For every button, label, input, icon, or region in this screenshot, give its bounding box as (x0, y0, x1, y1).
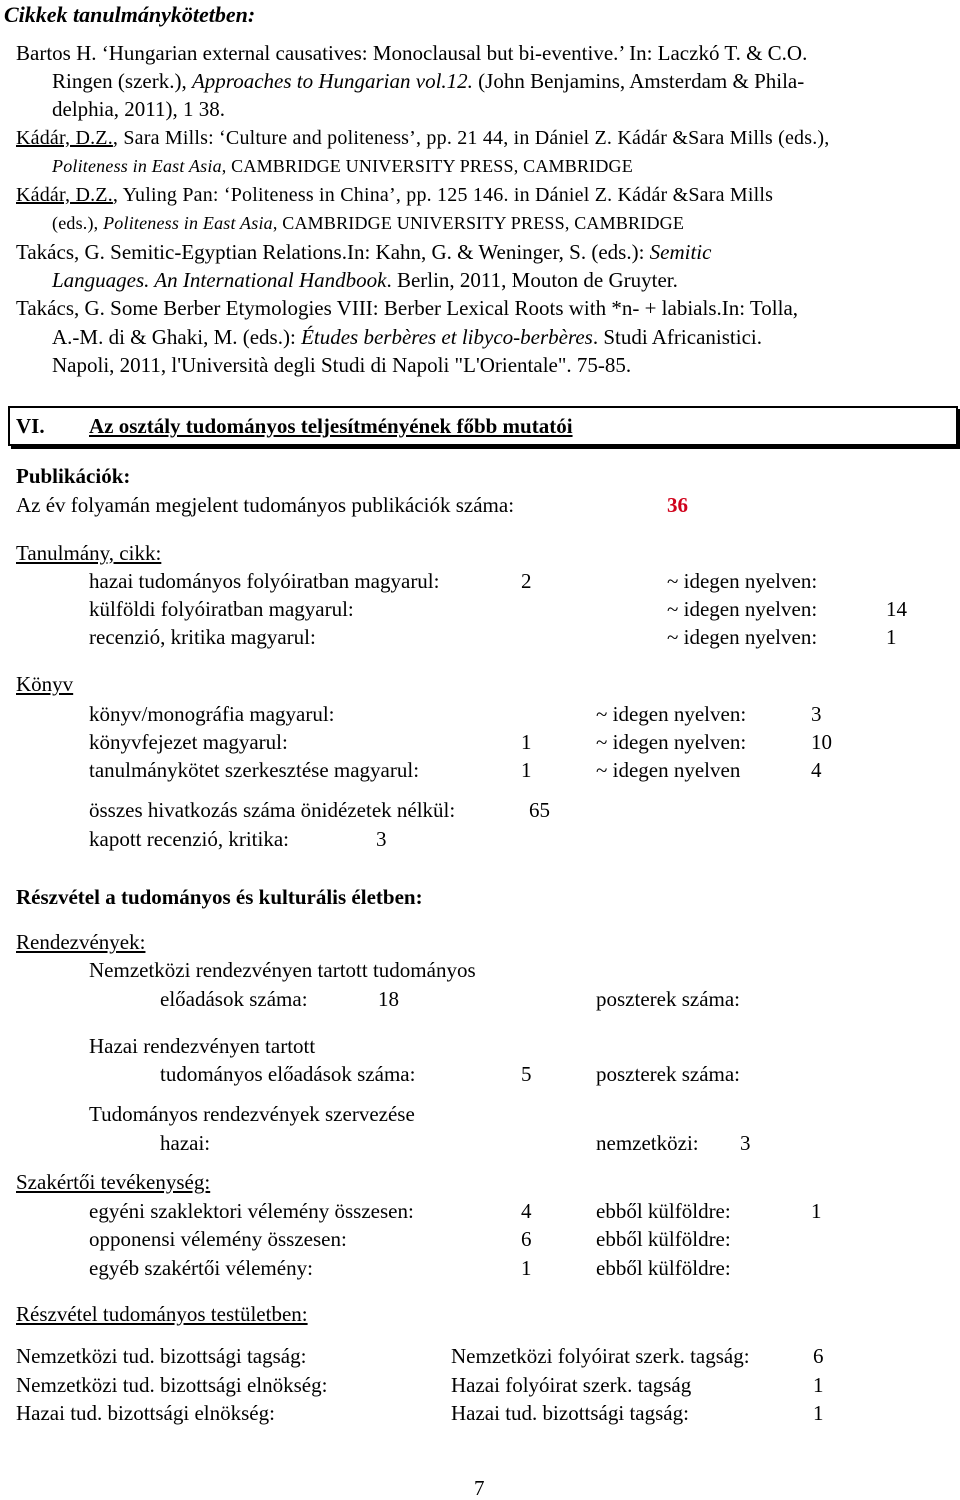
section-6-title: Az osztály tudományos teljesítményének főbb mutatói (89, 414, 573, 438)
tanulmany-row-2-label: külföldi folyóiratban magyarul: (89, 597, 354, 621)
publikaciok-heading: Publikációk: (16, 464, 131, 488)
rendezvenyek-heading: Rendezvények: (16, 930, 146, 954)
konyv-row-3-foreign-value: 4 (811, 758, 822, 782)
konyv-row-3-label: tanulmánykötet szerkesztése magyarul: (89, 758, 420, 782)
szakertoi-row-2-value: 6 (521, 1227, 532, 1251)
recenzio-label: kapott recenzió, kritika: (89, 827, 290, 851)
konyv-row-2-label: könyvfejezet magyarul: (89, 730, 288, 754)
reference-1-line-2: Ringen (szerk.), Approaches to Hungarian vol.12. (John Benjamins, Amsterdam & Phila- (52, 69, 805, 93)
testulet-row-3-right: Hazai tud. bizottsági tagság: (451, 1401, 689, 1425)
hazai-rendezveny-value: 5 (521, 1062, 532, 1086)
reference-4-line-2: Languages. An International Handbook. Berlin, 2011, Mouton de Gruyter. (52, 268, 678, 292)
testulet-row-2-right: Hazai folyóirat szerk. tagság (451, 1373, 692, 1397)
szervezes-hazai-label: hazai: (160, 1131, 211, 1155)
testulet-row-1-right: Nemzetközi folyóirat szerk. tagság: (451, 1344, 750, 1368)
reference-5-line-1: Takács, G. Some Berber Etymologies VIII: Berber Lexical Roots with *n- + labials.In: Tolla, (16, 296, 799, 320)
konyv-row-2-foreign-value: 10 (811, 730, 832, 754)
testulet-row-3-value: 1 (813, 1401, 824, 1425)
konyv-row-3-foreign-label: ~ idegen nyelven (596, 758, 741, 782)
nemzetkozi-rendezveny-value: 18 (378, 987, 399, 1011)
szakertoi-row-1-abroad-label: ebből külföldre: (596, 1199, 731, 1223)
reference-1-line-1: Bartos H. ‘Hungarian external causatives: Monoclausal but bi-eventive.’ In: Laczkó T. & C.O. (16, 41, 808, 65)
szervezes-nemzetkozi-label: nemzetközi: (596, 1131, 699, 1155)
reference-5-line-2: A.-M. di & Ghaki, M. (eds.): Études berbères et libyco-berbères. Studi Africanistici. (52, 325, 762, 349)
testulet-row-2-value: 1 (813, 1373, 824, 1397)
tanulmany-row-1-foreign-label: ~ idegen nyelven: (667, 569, 818, 593)
hazai-poszterek-label: poszterek száma: (596, 1062, 741, 1086)
tanulmany-heading: Tanulmány, cikk: (16, 541, 162, 565)
hivatkozas-value: 65 (529, 798, 550, 822)
konyv-row-1-foreign-label: ~ idegen nyelven: (596, 702, 747, 726)
reference-2-author: Kádár, D.Z. (16, 127, 113, 149)
tanulmany-row-2-foreign-value: 14 (886, 597, 907, 621)
konyv-row-2-value: 1 (521, 730, 532, 754)
szakertoi-row-3-label: egyéb szakértői vélemény: (89, 1256, 313, 1280)
szakertoi-row-1-label: egyéni szaklektori vélemény összesen: (89, 1199, 414, 1223)
reference-3-author: Kádár, D.Z. (16, 184, 113, 206)
tanulmany-row-3-foreign-value: 1 (886, 625, 897, 649)
nemzetkozi-poszterek-label: poszterek száma: (596, 987, 741, 1011)
section-title-cikkek: Cikkek tanulmánykötetben: (4, 2, 256, 27)
reference-3-line-1: Kádár, D.Z., Yuling Pan: ‘Politeness in China’, pp. 125 146. in Dániel Z. Kádár &Sara Mills (16, 184, 774, 206)
reference-2-line-2: Politeness in East Asia, CAMBRIDGE UNIVERSITY PRESS, CAMBRIDGE (52, 156, 633, 176)
reference-2-line-1: Kádár, D.Z., Sara Mills: ‘Culture and politeness’, pp. 21 44, in Dániel Z. Kádár &Sara Mills (eds.), (16, 127, 830, 149)
konyv-row-2-foreign-label: ~ idegen nyelven: (596, 730, 747, 754)
nemzetkozi-rendezveny-line-1: Nemzetközi rendezvényen tartott tudományos (89, 958, 476, 982)
testulet-row-1-value: 6 (813, 1344, 824, 1368)
testulet-heading: Részvétel tudományos testületben: (16, 1302, 308, 1326)
konyv-heading: Könyv (16, 672, 74, 696)
szakertoi-row-1-value: 4 (521, 1199, 532, 1223)
szakertoi-row-2-abroad-label: ebből külföldre: (596, 1227, 731, 1251)
section-6-number: VI. (16, 414, 45, 438)
tanulmany-row-2-foreign-label: ~ idegen nyelven: (667, 597, 818, 621)
nemzetkozi-rendezveny-line-2: előadások száma: (160, 987, 308, 1011)
szakertoi-row-2-label: opponensi vélemény összesen: (89, 1227, 347, 1251)
szakertoi-row-1-abroad-value: 1 (811, 1199, 822, 1223)
testulet-row-2-left: Nemzetközi tud. bizottsági elnökség: (16, 1373, 328, 1397)
szervezes-line-1: Tudományos rendezvények szervezése (89, 1102, 415, 1126)
szakertoi-heading: Szakértői tevékenység: (16, 1170, 211, 1194)
konyv-row-1-label: könyv/monográfia magyarul: (89, 702, 335, 726)
testulet-row-3-left: Hazai tud. bizottsági elnökség: (16, 1401, 275, 1425)
tanulmany-row-1-label: hazai tudományos folyóiratban magyarul: (89, 569, 440, 593)
szakertoi-row-3-abroad-label: ebből külföldre: (596, 1256, 731, 1280)
publikaciok-total-value: 36 (667, 493, 688, 517)
szervezes-nemzetkozi-value: 3 (740, 1131, 751, 1155)
konyv-row-1-foreign-value: 3 (811, 702, 822, 726)
publikaciok-total-label: Az év folyamán megjelent tudományos publikációk száma: (16, 493, 515, 517)
recenzio-value: 3 (376, 827, 387, 851)
tanulmany-row-1-value: 2 (521, 569, 532, 593)
hazai-rendezveny-line-1: Hazai rendezvényen tartott (89, 1034, 316, 1058)
page-number: 7 (474, 1476, 485, 1500)
reference-4-line-1: Takács, G. Semitic-Egyptian Relations.In: Kahn, G. & Weninger, S. (eds.): Semitic (16, 240, 712, 264)
reference-5-line-3: Napoli, 2011, l'Università degli Studi di Napoli "L'Orientale". 75-85. (52, 353, 632, 377)
hivatkozas-label: összes hivatkozás száma önidézetek nélkül: (89, 798, 456, 822)
konyv-row-3-value: 1 (521, 758, 532, 782)
hazai-rendezveny-line-2: tudományos előadások száma: (160, 1062, 416, 1086)
reszvetel-heading: Részvétel a tudományos és kulturális életben: (16, 885, 423, 909)
tanulmany-row-3-label: recenzió, kritika magyarul: (89, 625, 316, 649)
szakertoi-row-3-value: 1 (521, 1256, 532, 1280)
reference-1-line-3: delphia, 2011), 1 38. (52, 97, 226, 121)
reference-3-line-2: (eds.), Politeness in East Asia, CAMBRIDGE UNIVERSITY PRESS, CAMBRIDGE (52, 213, 685, 233)
tanulmany-row-3-foreign-label: ~ idegen nyelven: (667, 625, 818, 649)
testulet-row-1-left: Nemzetközi tud. bizottsági tagság: (16, 1344, 307, 1368)
